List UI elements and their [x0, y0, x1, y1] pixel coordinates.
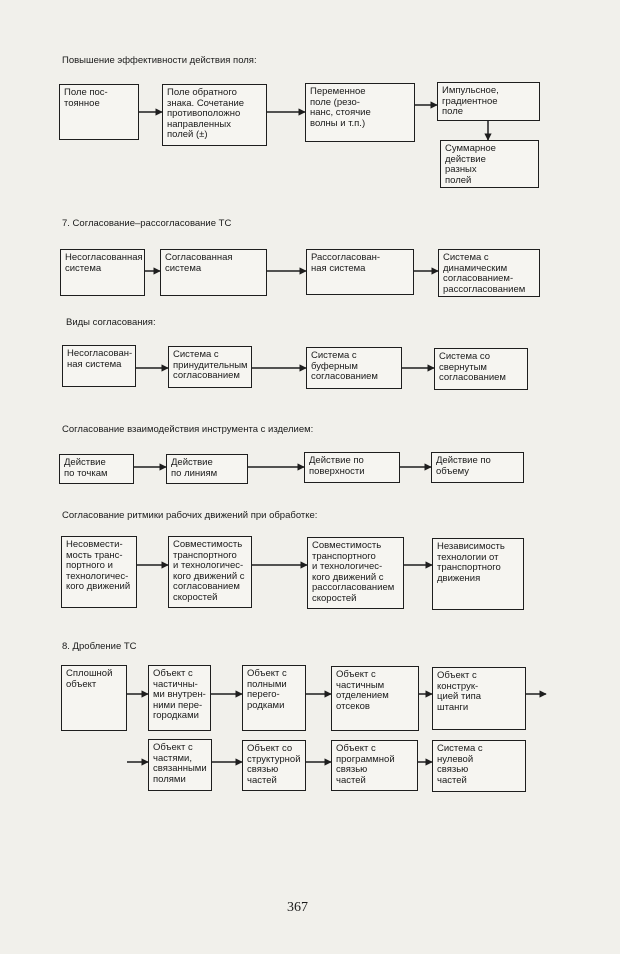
- box-discoordinated-system: Рассогласован- ная система: [306, 249, 414, 295]
- page-number: 367: [287, 900, 308, 915]
- section-heading-field-efficiency: Повышение эффективности действия поля:: [62, 55, 257, 66]
- box-full-partitions: Объект с полными перего- родками: [242, 665, 306, 731]
- section-heading-coordination: 7. Согласование–рассогласование ТС: [62, 218, 232, 229]
- box-incompatibility: Несовмести- мость транс- портного и технологичес- кого движений: [61, 536, 137, 608]
- box-line-action: Действие по линиям: [166, 454, 248, 484]
- box-forced-coordination: Система с принудительным согласованием: [168, 346, 252, 388]
- box-independence: Независимость технологии от транспортного движения: [432, 538, 524, 610]
- box-solid-object: Сплошной объект: [61, 665, 127, 731]
- box-field-linked-parts: Объект с частями, связанными полями: [148, 739, 212, 791]
- box-partial-compartments: Объект с частичным отделением отсеков: [331, 666, 419, 731]
- box-impulse-field: Импульсное, градиентное поле: [437, 82, 540, 121]
- box-variable-field: Переменное поле (резо- нанс, стоячие волны и т.п.): [305, 83, 415, 142]
- box-point-action: Действие по точкам: [59, 454, 134, 484]
- box-surface-action: Действие по поверхности: [304, 452, 400, 483]
- box-compatibility-coordinated: Совместимость транспортного и технологичес- кого движений с согласованием скоростей: [168, 536, 252, 608]
- box-uncoordinated-system: Несогласованная система: [60, 249, 145, 296]
- box-combined-fields: Суммарное действие разных полей: [440, 140, 539, 188]
- section-heading-coordination-types: Виды согласования:: [66, 317, 156, 328]
- box-uncoordinated-system-2: Несогласован- ная система: [62, 345, 136, 387]
- box-coordinated-system: Согласованная система: [160, 249, 267, 296]
- box-buffer-coordination: Система с буферным согласованием: [306, 347, 402, 389]
- box-partial-partitions: Объект с частичны- ми внутрен- ними пере- городками: [148, 665, 211, 731]
- box-zero-link: Система с нулевой связью частей: [432, 740, 526, 792]
- box-structural-link: Объект со структурной связью частей: [242, 740, 306, 791]
- box-rod-construction: Объект с конструк- цией типа штанги: [432, 667, 526, 730]
- box-volume-action: Действие по объему: [431, 452, 524, 483]
- box-program-link: Объект с программной связью частей: [331, 740, 418, 791]
- box-collapsed-coordination: Система со свернутым согласованием: [434, 348, 528, 390]
- section-heading-rhythm: Согласование ритмики рабочих движений при обработке:: [62, 510, 318, 521]
- section-heading-tool-interaction: Согласование взаимодействия инструмента с изделием:: [62, 424, 314, 435]
- box-dynamic-coordination: Система с динамическим согласованием- рассогласованием: [438, 249, 540, 297]
- box-constant-field: Поле пос- тоянное: [59, 84, 139, 140]
- section-heading-fragmentation: 8. Дробление ТС: [62, 641, 137, 652]
- box-compatibility-discoordinated: Совместимость транспортного и технологичес- кого движений с рассогласованием скоростей: [307, 537, 404, 609]
- box-opposite-field: Поле обратного знака. Сочетание противоположно направленных полей (±): [162, 84, 267, 146]
